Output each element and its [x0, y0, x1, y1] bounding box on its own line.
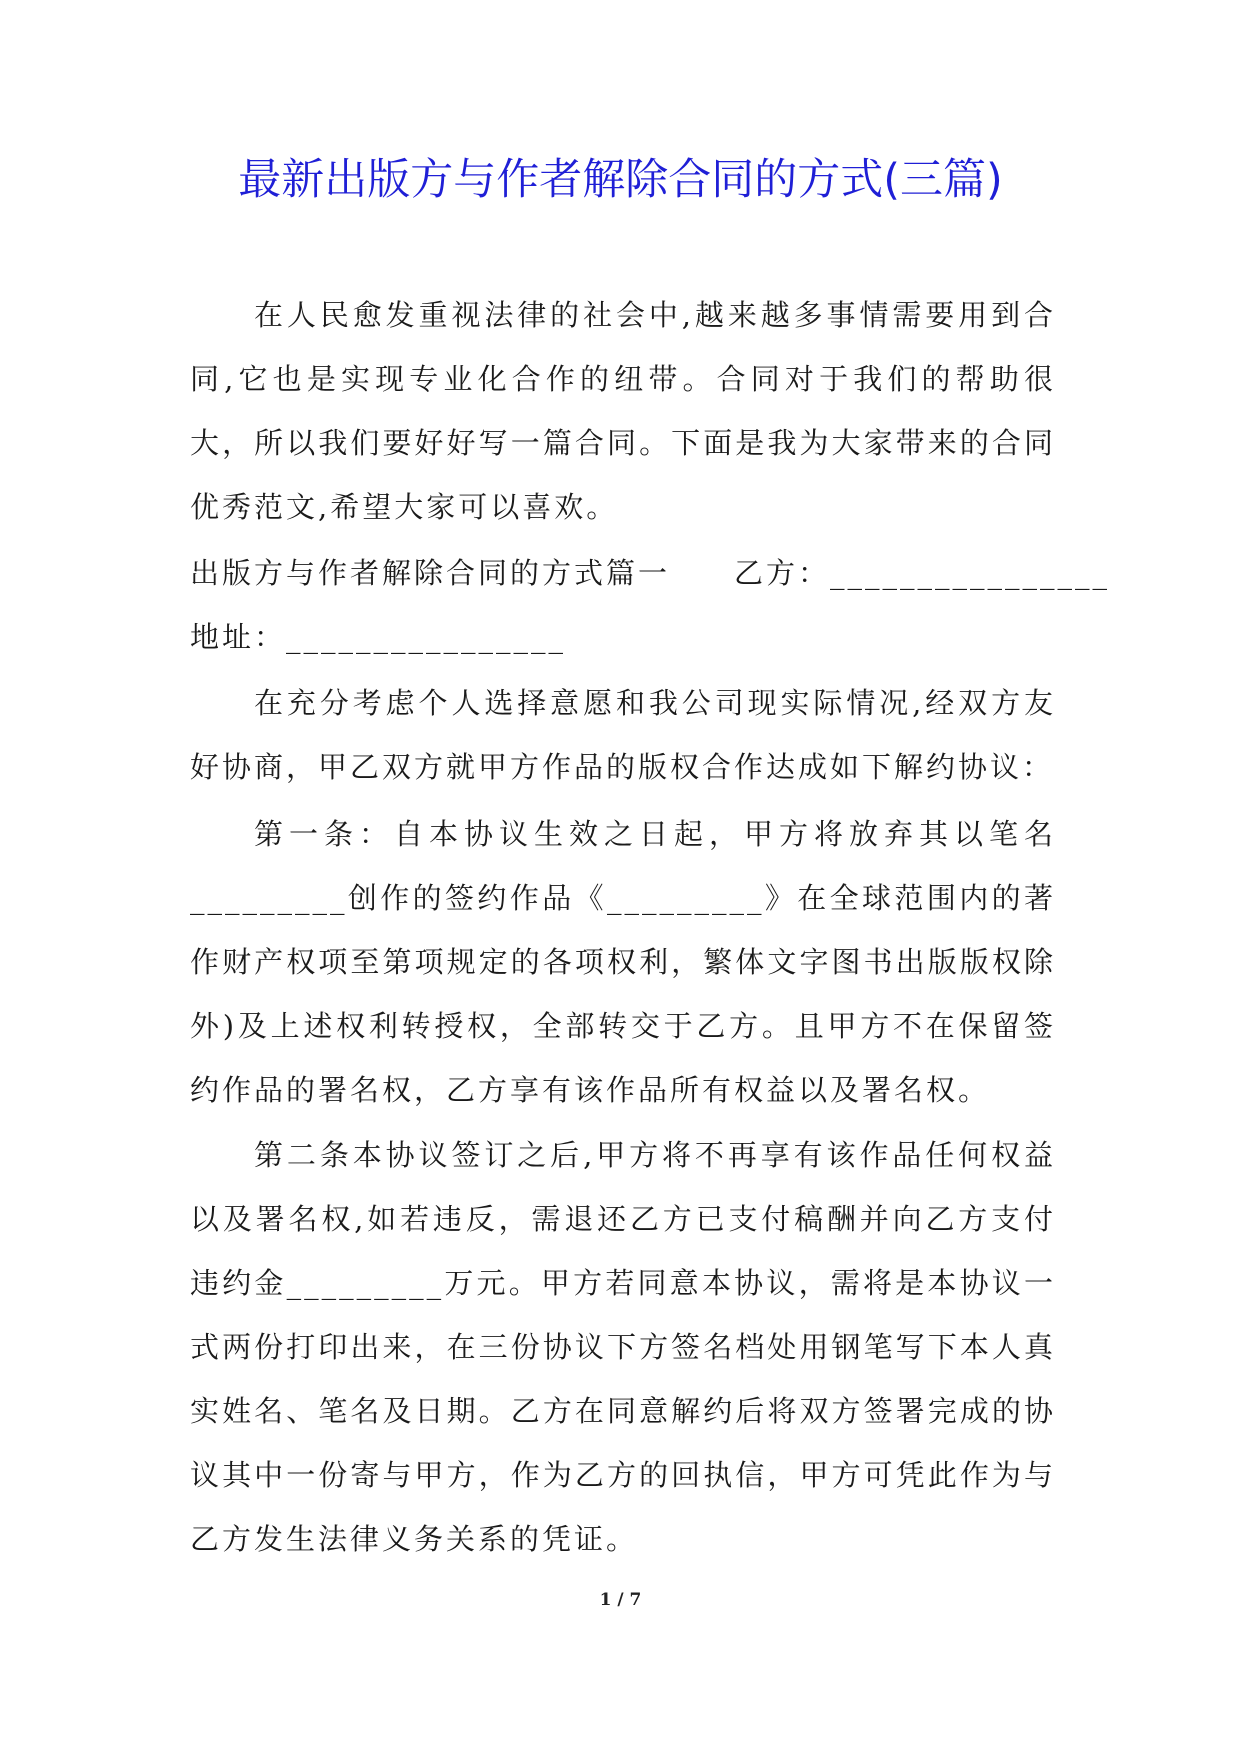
document-title: 最新出版方与作者解除合同的方式(三篇) [238, 155, 1003, 205]
consider-paragraph: 在充分考虑个人选择意愿和我公司现实际情况,经双方友好协商，甲乙双方就甲方作品的版权合作达成如下解约协议： [190, 686, 1056, 784]
article-2-paragraph [190, 1123, 1056, 1571]
address-label: 地址： [190, 620, 287, 654]
article-2-part1: 第二条本协议签订之后,甲方将不再享有该作品任何权益以及署名权,如若违反，需退还乙方已支付稿酬并向乙方支付违约金 [190, 1138, 1056, 1300]
section-heading-line [190, 541, 1111, 605]
address-line [190, 605, 1056, 669]
page-number: 1 / 7 [599, 1590, 642, 1610]
article-1-blank1: _________ [190, 881, 348, 915]
section-heading: 出版方与作者解除合同的方式篇一 [190, 556, 671, 590]
article-1-part2: 创作的签约作品《 [347, 881, 607, 915]
party-b-label: 乙方： [734, 556, 831, 590]
article-1-blank2: _________ [607, 881, 765, 915]
intro-paragraph: 在人民愈发重视法律的社会中,越来越多事情需要用到合同,它也是实现专业化合作的纽带。合同对于我们的帮助很大，所以我们要好好写一篇合同。下面是我为大家带来的合同优秀范文,希望大家可以喜欢。 [190, 298, 1056, 524]
article-1-part3: 》在全球范围内的著作财产权项至第项规定的各项权利，繁体文字图书出版版权除外)及上述权利转授权，全部转交于乙方。且甲方不在保留签约作品的署名权，乙方享有该作品所有权益以及署名权。 [190, 881, 1056, 1107]
party-b-blank: ________________ [830, 556, 1111, 590]
address-blank: ________________ [286, 620, 567, 654]
article-2-blank1: _________ [286, 1266, 445, 1300]
article-1-part1: 第一条：自本协议生效之日起，甲方将放弃其以笔名 [254, 817, 1056, 851]
article-2-part2: 万元。甲方若同意本协议，需将是本协议一式两份打印出来，在三份协议下方签名档处用钢笔写下本人真实姓名、笔名及日期。乙方在同意解约后将双方签署完成的协议其中一份寄与甲方，作为乙方的回执信，甲方可凭此作为与乙方发生法律义务关系的凭证。 [190, 1266, 1056, 1556]
article-1-paragraph [190, 802, 1056, 1122]
